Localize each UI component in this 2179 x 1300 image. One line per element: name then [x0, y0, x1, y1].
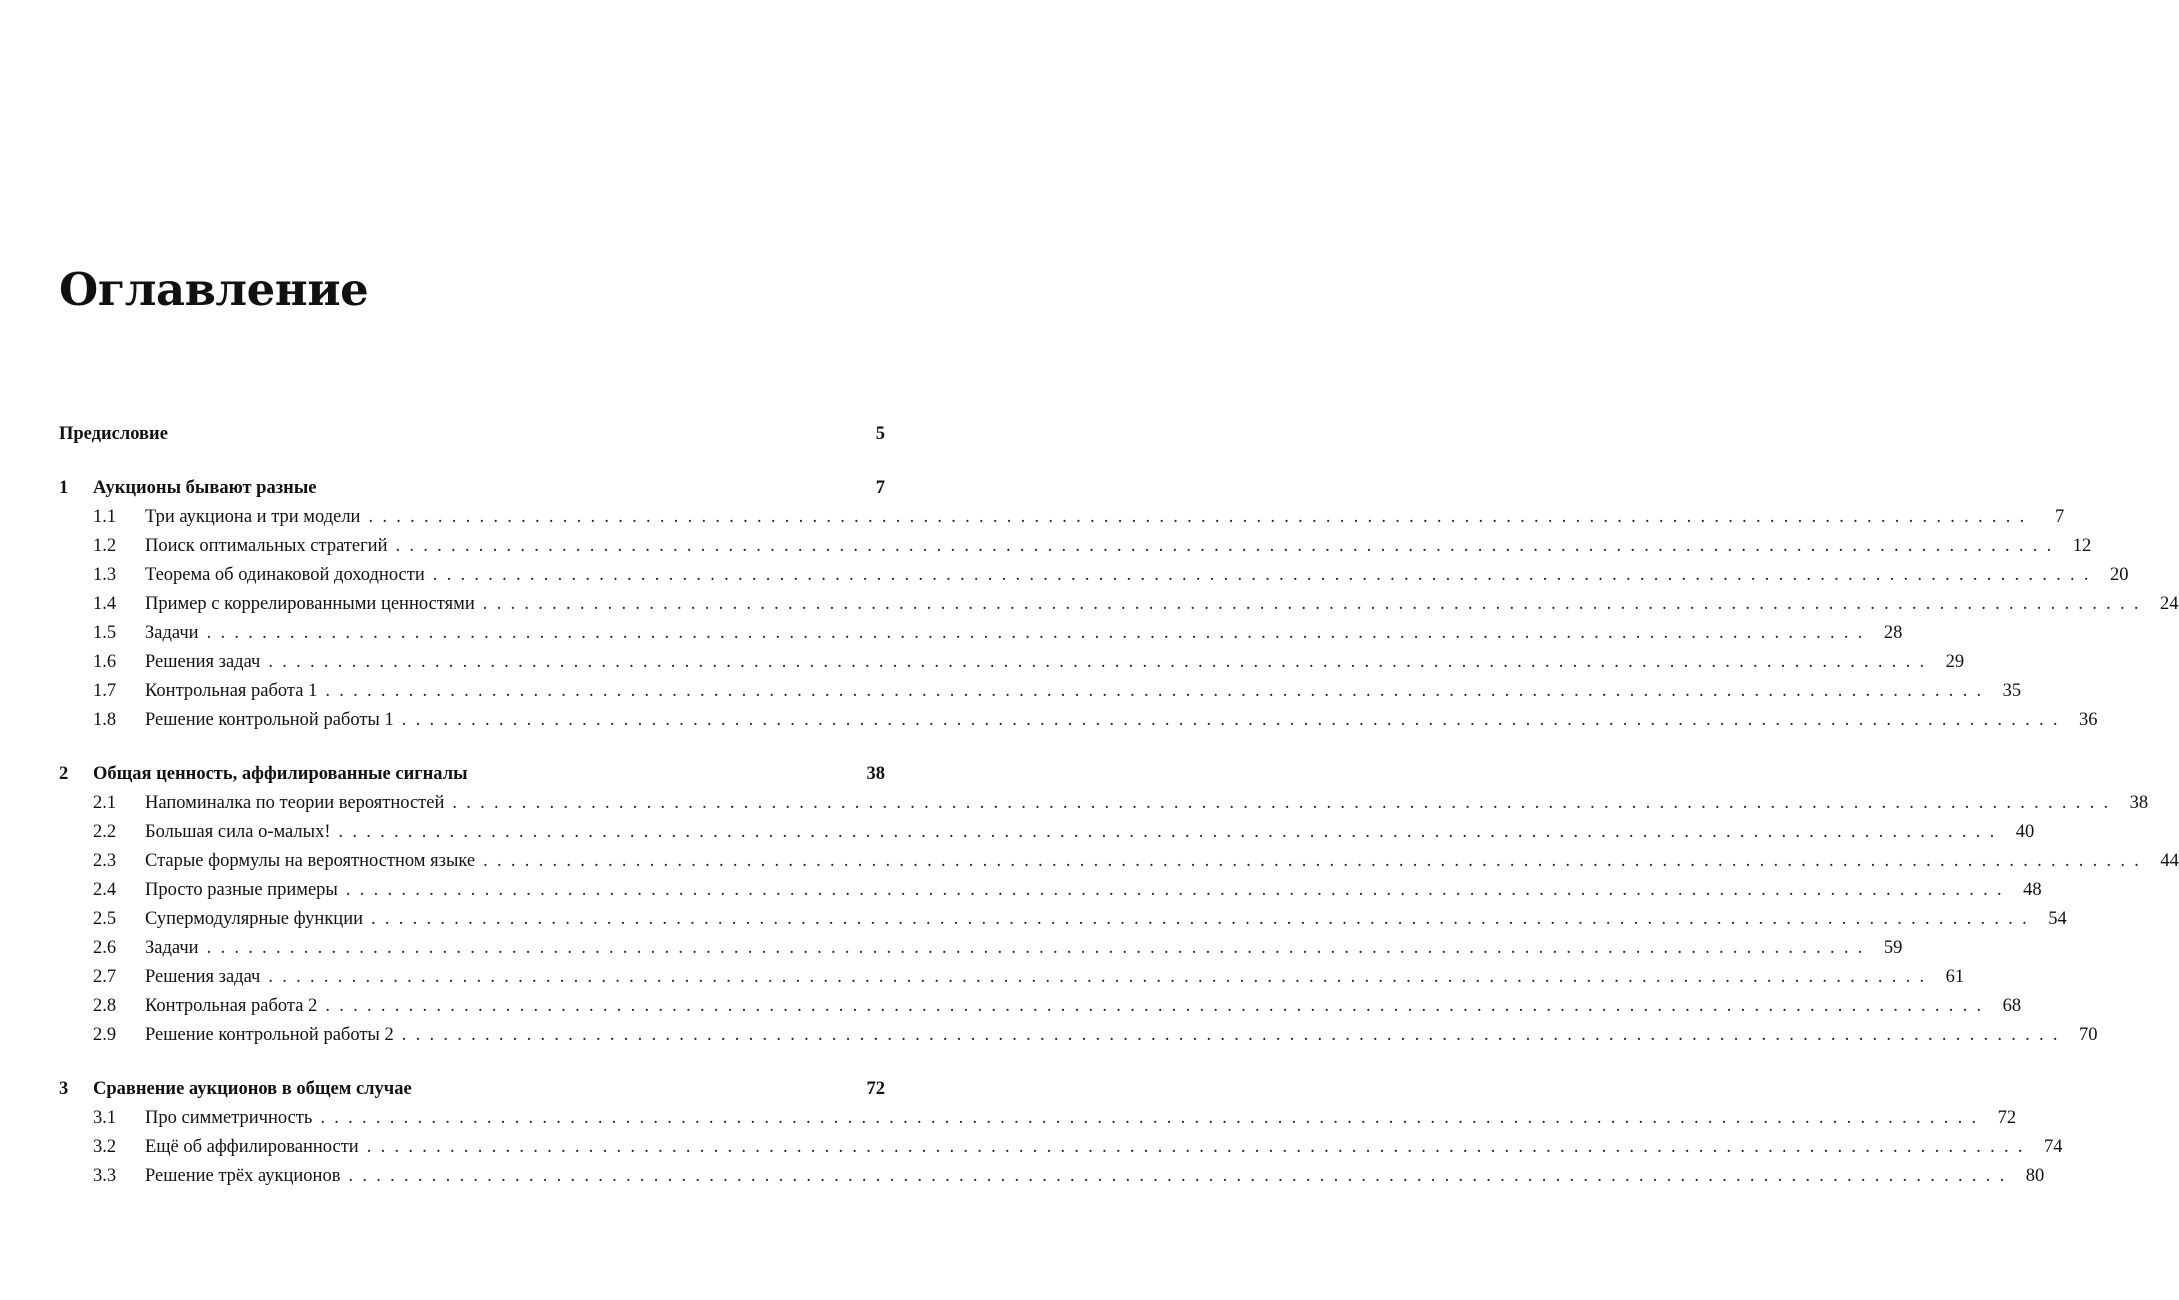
toc-page-number: 35 — [2002, 681, 2022, 701]
chapter-title: Общая ценность, аффилированные сигналы — [93, 764, 468, 784]
dot-leader: . . . . . . . . . . . . . . . . . . . . . . . . . . . . . . . . . . . . . . . . . . . . . . . . . . . . . . . . . . . . . . . . . . . . . . . . . . . . . . . . . . . . . . . . . . . . . . . . . . . . . . . . . . . . . . . . . . . . . . . . — [483, 851, 2139, 871]
toc-page-number: 40 — [2015, 822, 2035, 842]
toc-chapter-2[interactable] — [59, 760, 885, 789]
dot-leader: . . . . . . . . . . . . . . . . . . . . . . . . . . . . . . . . . . . . . . . . . . . . . . . . . . . . . . . . . . . . . . . . . . . . . . . . . . . . . . . . . . . . . . . . . . . . . . . . . . . . . . . . . . . . . . . . . . . . . . . . — [366, 1137, 2023, 1157]
section-title: Задачи — [145, 623, 199, 643]
chapter-number: 3 — [59, 1079, 69, 1099]
dot-leader: . . . . . . . . . . . . . . . . . . . . . . . . . . . . . . . . . . . . . . . . . . . . . . . . . . . . . . . . . . . . . . . . . . . . . . . . . . . . . . . . . . . . . . . . . . . . . . . . . . . . . . . . . . . . . . . . . . . . . . . . — [371, 909, 2027, 929]
section-number: 1.8 — [93, 710, 117, 730]
toc-section-2-1[interactable] — [59, 789, 2149, 818]
section-title: Пример с коррелированными ценностями — [145, 594, 475, 614]
section-title: Задачи — [145, 938, 199, 958]
toc-page-number: 72 — [866, 1079, 885, 1099]
dot-leader: . . . . . . . . . . . . . . . . . . . . . . . . . . . . . . . . . . . . . . . . . . . . . . . . . . . . . . . . . . . . . . . . . . . . . . . . . . . . . . . . . . . . . . . . . . . . . . . . . . . . . . . . . . . . . . . . . . . . . . . . — [206, 938, 1863, 958]
section-number: 2.1 — [93, 793, 117, 813]
section-number: 2.6 — [93, 938, 117, 958]
toc-chapter-1[interactable] — [59, 474, 885, 503]
dot-leader: . . . . . . . . . . . . . . . . . . . . . . . . . . . . . . . . . . . . . . . . . . . . . . . . . . . . . . . . . . . . . . . . . . . . . . . . . . . . . . . . . . . . . . . . . . . . . . . . . . . . . . . . . . . . . . . . . . . . . . . . — [338, 822, 1995, 842]
section-title: Поиск оптимальных стратегий — [145, 536, 388, 556]
toc-page-number: 5 — [875, 424, 885, 444]
section-title: Решение трёх аукционов — [145, 1166, 341, 1186]
chapter-number: 1 — [59, 478, 69, 498]
toc-section-1-1[interactable] — [59, 503, 2065, 532]
section-number: 1.6 — [93, 652, 117, 672]
section-number: 1.5 — [93, 623, 117, 643]
toc-page-number: 48 — [2023, 880, 2042, 900]
page-title: Оглавление — [59, 263, 369, 316]
toc-section-3-3[interactable] — [59, 1162, 2045, 1191]
section-number: 2.7 — [93, 967, 117, 987]
section-title: Контрольная работа 1 — [145, 681, 318, 701]
dot-leader: . . . . . . . . . . . . . . . . . . . . . . . . . . . . . . . . . . . . . . . . . . . . . . . . . . . . . . . . . . . . . . . . . . . . . . . . . . . . . . . . . . . . . . . . . . . . . . . . . . . . . . . . . . . . . . . . . . . . . . . . — [432, 565, 2089, 585]
dot-leader: . . . . . . . . . . . . . . . . . . . . . . . . . . . . . . . . . . . . . . . . . . . . . . . . . . . . . . . . . . . . . . . . . . . . . . . . . . . . . . . . . . . . . . . . . . . . . . . . . . . . . . . . . . . . . . . . . . . . . . . . — [268, 652, 1925, 672]
toc-section-1-2[interactable] — [59, 532, 2092, 561]
dot-leader: . . . . . . . . . . . . . . . . . . . . . . . . . . . . . . . . . . . . . . . . . . . . . . . . . . . . . . . . . . . . . . . . . . . . . . . . . . . . . . . . . . . . . . . . . . . . . . . . . . . . . . . . . . . . . . . . . . . . . . . . — [401, 710, 2058, 730]
dot-leader: . . . . . . . . . . . . . . . . . . . . . . . . . . . . . . . . . . . . . . . . . . . . . . . . . . . . . . . . . . . . . . . . . . . . . . . . . . . . . . . . . . . . . . . . . . . . . . . . . . . . . . . . . . . . . . . . . . . . . . . . — [401, 1025, 2058, 1045]
toc-page-number: 54 — [2048, 909, 2067, 929]
section-number: 1.1 — [93, 507, 117, 527]
toc-section-2-9[interactable] — [59, 1021, 2098, 1050]
toc-page-number: 44 — [2160, 851, 2179, 871]
toc-page-number: 28 — [1883, 623, 1903, 643]
toc-section-2-6[interactable] — [59, 934, 1903, 963]
toc-page-number: 38 — [866, 764, 885, 784]
dot-leader: . . . . . . . . . . . . . . . . . . . . . . . . . . . . . . . . . . . . . . . . . . . . . . . . . . . . . . . . . . . . . . . . . . . . . . . . . . . . . . . . . . . . . . . . . . . . . . . . . . . . . . . . . . . . . . . . . . . . . . . . — [345, 880, 2002, 900]
toc-section-2-3[interactable] — [59, 847, 2179, 876]
section-title: Ещё об аффилированности — [145, 1137, 359, 1157]
section-title: Решения задач — [145, 652, 261, 672]
section-number: 1.7 — [93, 681, 117, 701]
toc-page-number: 59 — [1883, 938, 1903, 958]
section-number: 1.3 — [93, 565, 117, 585]
toc-section-1-7[interactable] — [59, 677, 2022, 706]
section-number: 2.3 — [93, 851, 117, 871]
section-title: Решение контрольной работы 2 — [145, 1025, 394, 1045]
section-title: Большая сила о-малых! — [145, 822, 331, 842]
section-number: 3.2 — [93, 1137, 117, 1157]
toc-page-number: 74 — [2043, 1137, 2063, 1157]
section-title: Три аукциона и три модели — [145, 507, 361, 527]
chapter-title: Аукционы бывают разные — [93, 478, 317, 498]
section-number: 2.2 — [93, 822, 117, 842]
section-number: 1.2 — [93, 536, 117, 556]
toc-section-2-7[interactable] — [59, 963, 1965, 992]
toc-page-number: 80 — [2025, 1166, 2045, 1186]
toc-page-number: 61 — [1945, 967, 1965, 987]
toc-chapter-3[interactable] — [59, 1075, 885, 1104]
toc-section-1-8[interactable] — [59, 706, 2098, 735]
section-number: 2.8 — [93, 996, 117, 1016]
dot-leader: . . . . . . . . . . . . . . . . . . . . . . . . . . . . . . . . . . . . . . . . . . . . . . . . . . . . . . . . . . . . . . . . . . . . . . . . . . . . . . . . . . . . . . . . . . . . . . . . . . . . . . . . . . . . . . . . . . . . . . . . — [395, 536, 2052, 556]
section-title: Напоминалка по теории вероятностей — [145, 793, 445, 813]
toc-page-number: 38 — [2129, 793, 2149, 813]
toc-page-number: 7 — [875, 478, 885, 498]
toc-page-number: 24 — [2160, 594, 2179, 614]
section-number: 3.1 — [93, 1108, 117, 1128]
section-title: Старые формулы на вероятностном языке — [145, 851, 476, 871]
table-of-contents — [59, 420, 2179, 1191]
toc-page-number: 20 — [2109, 565, 2129, 585]
toc-section-1-4[interactable] — [59, 590, 2179, 619]
toc-entry-title: Предисловие — [59, 424, 168, 444]
section-title: Про симметричность — [145, 1108, 313, 1128]
section-number: 2.5 — [93, 909, 117, 929]
dot-leader: . . . . . . . . . . . . . . . . . . . . . . . . . . . . . . . . . . . . . . . . . . . . . . . . . . . . . . . . . . . . . . . . . . . . . . . . . . . . . . . . . . . . . . . . . . . . . . . . . . . . . . . . . . . . . . . . . . . . . . . . — [348, 1166, 2005, 1186]
section-number: 2.9 — [93, 1025, 117, 1045]
toc-section-1-6[interactable] — [59, 648, 1965, 677]
toc-section-2-2[interactable] — [59, 818, 2035, 847]
toc-page-number: 7 — [2054, 507, 2065, 527]
toc-section-2-4[interactable] — [59, 876, 2042, 905]
toc-page-number: 70 — [2078, 1025, 2098, 1045]
section-title: Теорема об одинаковой доходности — [145, 565, 425, 585]
section-title: Супермодулярные функции — [145, 909, 364, 929]
dot-leader: . . . . . . . . . . . . . . . . . . . . . . . . . . . . . . . . . . . . . . . . . . . . . . . . . . . . . . . . . . . . . . . . . . . . . . . . . . . . . . . . . . . . . . . . . . . . . . . . . . . . . . . . . . . . . . . . . . . . . . . . — [452, 793, 2109, 813]
dot-leader: . . . . . . . . . . . . . . . . . . . . . . . . . . . . . . . . . . . . . . . . . . . . . . . . . . . . . . . . . . . . . . . . . . . . . . . . . . . . . . . . . . . . . . . . . . . . . . . . . . . . . . . . . . . . . . . . . . . . . . . . — [368, 507, 2025, 527]
dot-leader: . . . . . . . . . . . . . . . . . . . . . . . . . . . . . . . . . . . . . . . . . . . . . . . . . . . . . . . . . . . . . . . . . . . . . . . . . . . . . . . . . . . . . . . . . . . . . . . . . . . . . . . . . . . . . . . . . . . . . . . . — [482, 594, 2139, 614]
toc-page-number: 12 — [2072, 536, 2092, 556]
section-title: Решение контрольной работы 1 — [145, 710, 394, 730]
toc-section-1-5[interactable] — [59, 619, 1903, 648]
toc-page-number: 68 — [2002, 996, 2022, 1016]
toc-page-number: 36 — [2078, 710, 2098, 730]
section-title: Решения задач — [145, 967, 261, 987]
section-number: 1.4 — [93, 594, 117, 614]
toc-page-number: 72 — [1997, 1108, 2017, 1128]
dot-leader: . . . . . . . . . . . . . . . . . . . . . . . . . . . . . . . . . . . . . . . . . . . . . . . . . . . . . . . . . . . . . . . . . . . . . . . . . . . . . . . . . . . . . . . . . . . . . . . . . . . . . . . . . . . . . . . . . . . . . . . . — [268, 967, 1925, 987]
section-number: 2.4 — [93, 880, 117, 900]
toc-section-2-5[interactable] — [59, 905, 2067, 934]
dot-leader: . . . . . . . . . . . . . . . . . . . . . . . . . . . . . . . . . . . . . . . . . . . . . . . . . . . . . . . . . . . . . . . . . . . . . . . . . . . . . . . . . . . . . . . . . . . . . . . . . . . . . . . . . . . . . . . . . . . . . . . . — [206, 623, 1863, 643]
toc-page-number: 29 — [1945, 652, 1965, 672]
section-title: Контрольная работа 2 — [145, 996, 318, 1016]
toc-section-3-1[interactable] — [59, 1104, 2017, 1133]
chapter-title: Сравнение аукционов в общем случае — [93, 1079, 412, 1099]
section-number: 3.3 — [93, 1166, 117, 1186]
toc-section-3-2[interactable] — [59, 1133, 2063, 1162]
toc-section-1-3[interactable] — [59, 561, 2129, 590]
dot-leader: . . . . . . . . . . . . . . . . . . . . . . . . . . . . . . . . . . . . . . . . . . . . . . . . . . . . . . . . . . . . . . . . . . . . . . . . . . . . . . . . . . . . . . . . . . . . . . . . . . . . . . . . . . . . . . . . . . . . . . . . — [325, 996, 1982, 1016]
section-title: Просто разные примеры — [145, 880, 338, 900]
chapter-number: 2 — [59, 764, 69, 784]
toc-section-2-8[interactable] — [59, 992, 2022, 1021]
dot-leader: . . . . . . . . . . . . . . . . . . . . . . . . . . . . . . . . . . . . . . . . . . . . . . . . . . . . . . . . . . . . . . . . . . . . . . . . . . . . . . . . . . . . . . . . . . . . . . . . . . . . . . . . . . . . . . . . . . . . . . . . — [320, 1108, 1977, 1128]
toc-entry-preface[interactable] — [59, 420, 885, 449]
dot-leader: . . . . . . . . . . . . . . . . . . . . . . . . . . . . . . . . . . . . . . . . . . . . . . . . . . . . . . . . . . . . . . . . . . . . . . . . . . . . . . . . . . . . . . . . . . . . . . . . . . . . . . . . . . . . . . . . . . . . . . . . — [325, 681, 1982, 701]
